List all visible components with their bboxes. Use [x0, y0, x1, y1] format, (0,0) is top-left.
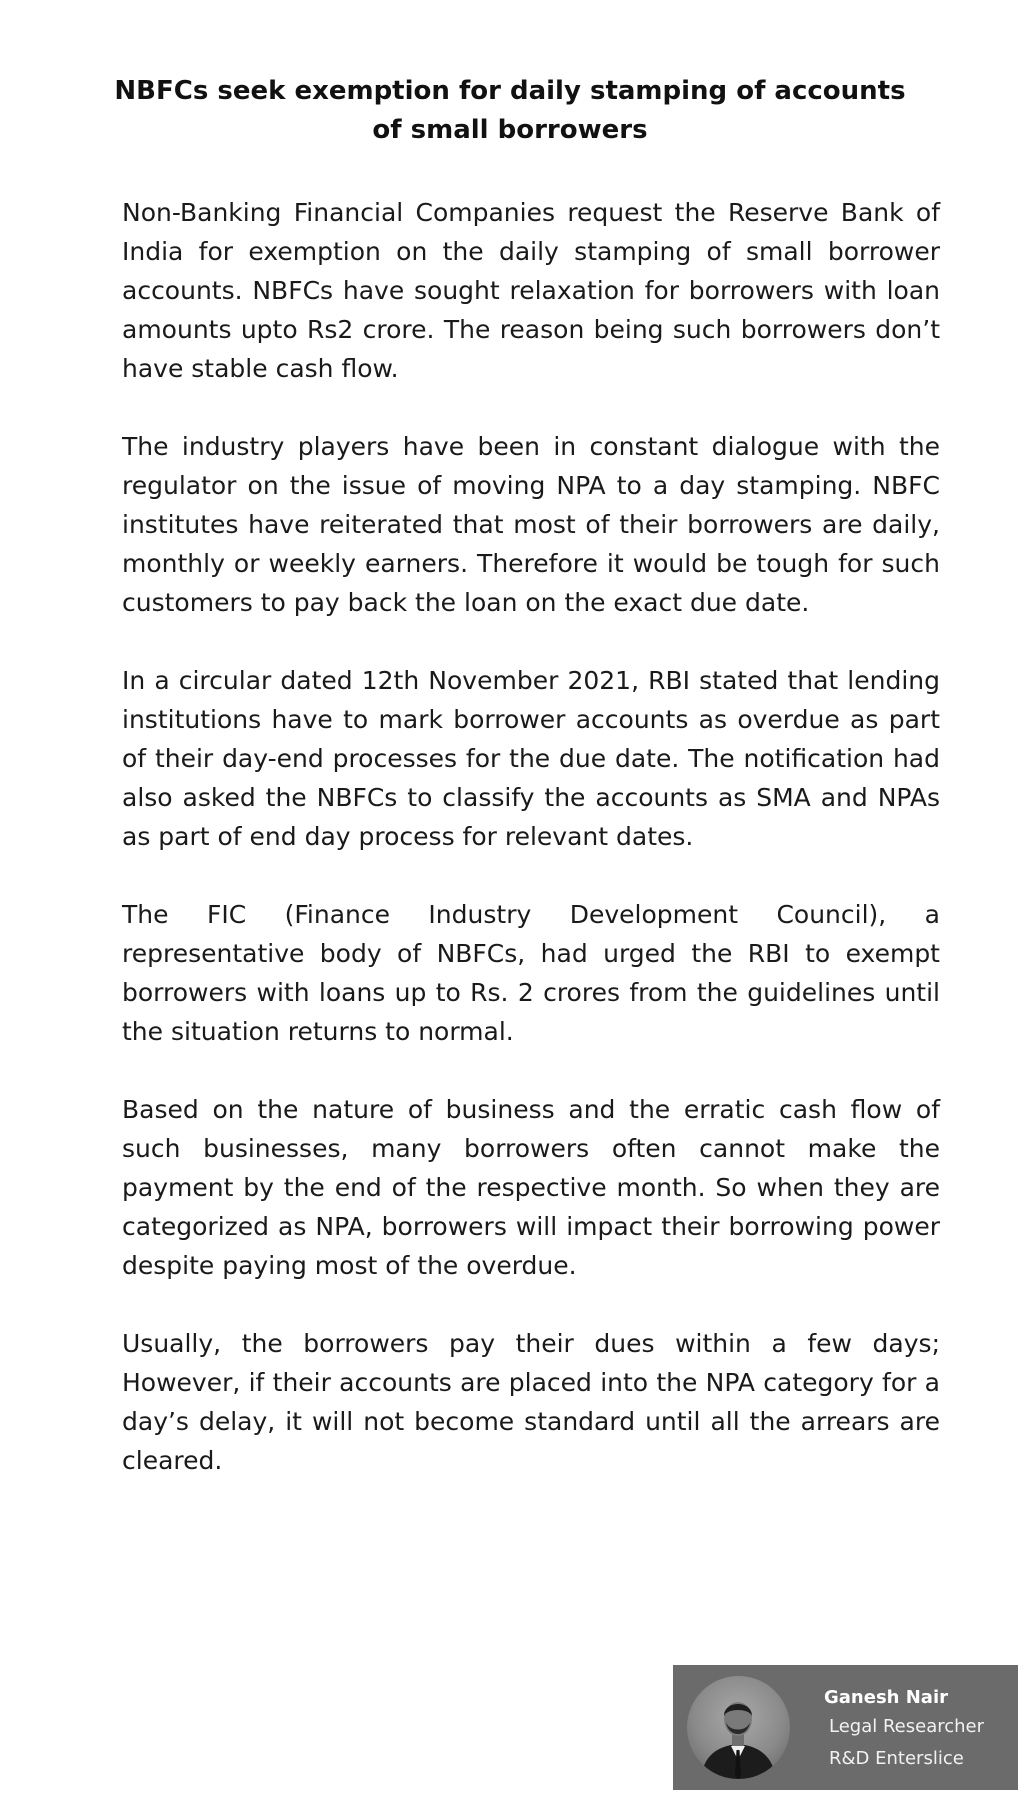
article-paragraph: The FIC (Finance Industry Development Council), a representative body of NBFCs, had urged the RBI to exempt borrowers with loans up to Rs. 2 crores from the guidelines until the situation returns to normal.	[122, 900, 940, 1046]
article-paragraph: The industry players have been in constant dialogue with the regulator on the issue of moving NPA to a day stamping. NBFC institutes have reiterated that most of their borrowers are daily, monthly or weekly earners. Therefore it would be tough for such customers to pay back the loan on the exact due date.	[122, 432, 940, 617]
author-card	[673, 1665, 1018, 1790]
article-paragraph: Non-Banking Financial Companies request the Reserve Bank of India for exemption on the daily stamping of small borrower accounts. NBFCs have sought relaxation for borrowers with loan amounts upto Rs2 crore. The reason being such borrowers don’t have stable cash flow.	[122, 198, 940, 383]
article-body	[122, 193, 940, 1519]
author-organization: R&D Enterslice	[829, 1748, 964, 1769]
article-title: NBFCs seek exemption for daily stamping of accounts of small borrowers	[114, 76, 906, 145]
article-paragraph: Usually, the borrowers pay their dues within a few days; However, if their accounts are placed into the NPA category for a day’s delay, it will not become standard until all the arrears are cleared.	[122, 1329, 940, 1475]
author-name: Ganesh Nair	[824, 1687, 948, 1708]
article-paragraph: Based on the nature of business and the erratic cash flow of such businesses, many borrowers often cannot make the payment by the end of the respective month. So when they are categorized as NPA, borrowers will impact their borrowing power despite paying most of the overdue.	[122, 1095, 940, 1280]
article-paragraph: In a circular dated 12th November 2021, RBI stated that lending institutions have to mark borrower accounts as overdue as part of their day-end processes for the due date. The notification had also asked the NBFCs to classify the accounts as SMA and NPAs as part of end day process for relevant dates.	[122, 666, 940, 851]
person-photo-icon	[687, 1676, 790, 1779]
author-role: Legal Researcher	[829, 1716, 985, 1737]
author-avatar	[687, 1676, 790, 1779]
